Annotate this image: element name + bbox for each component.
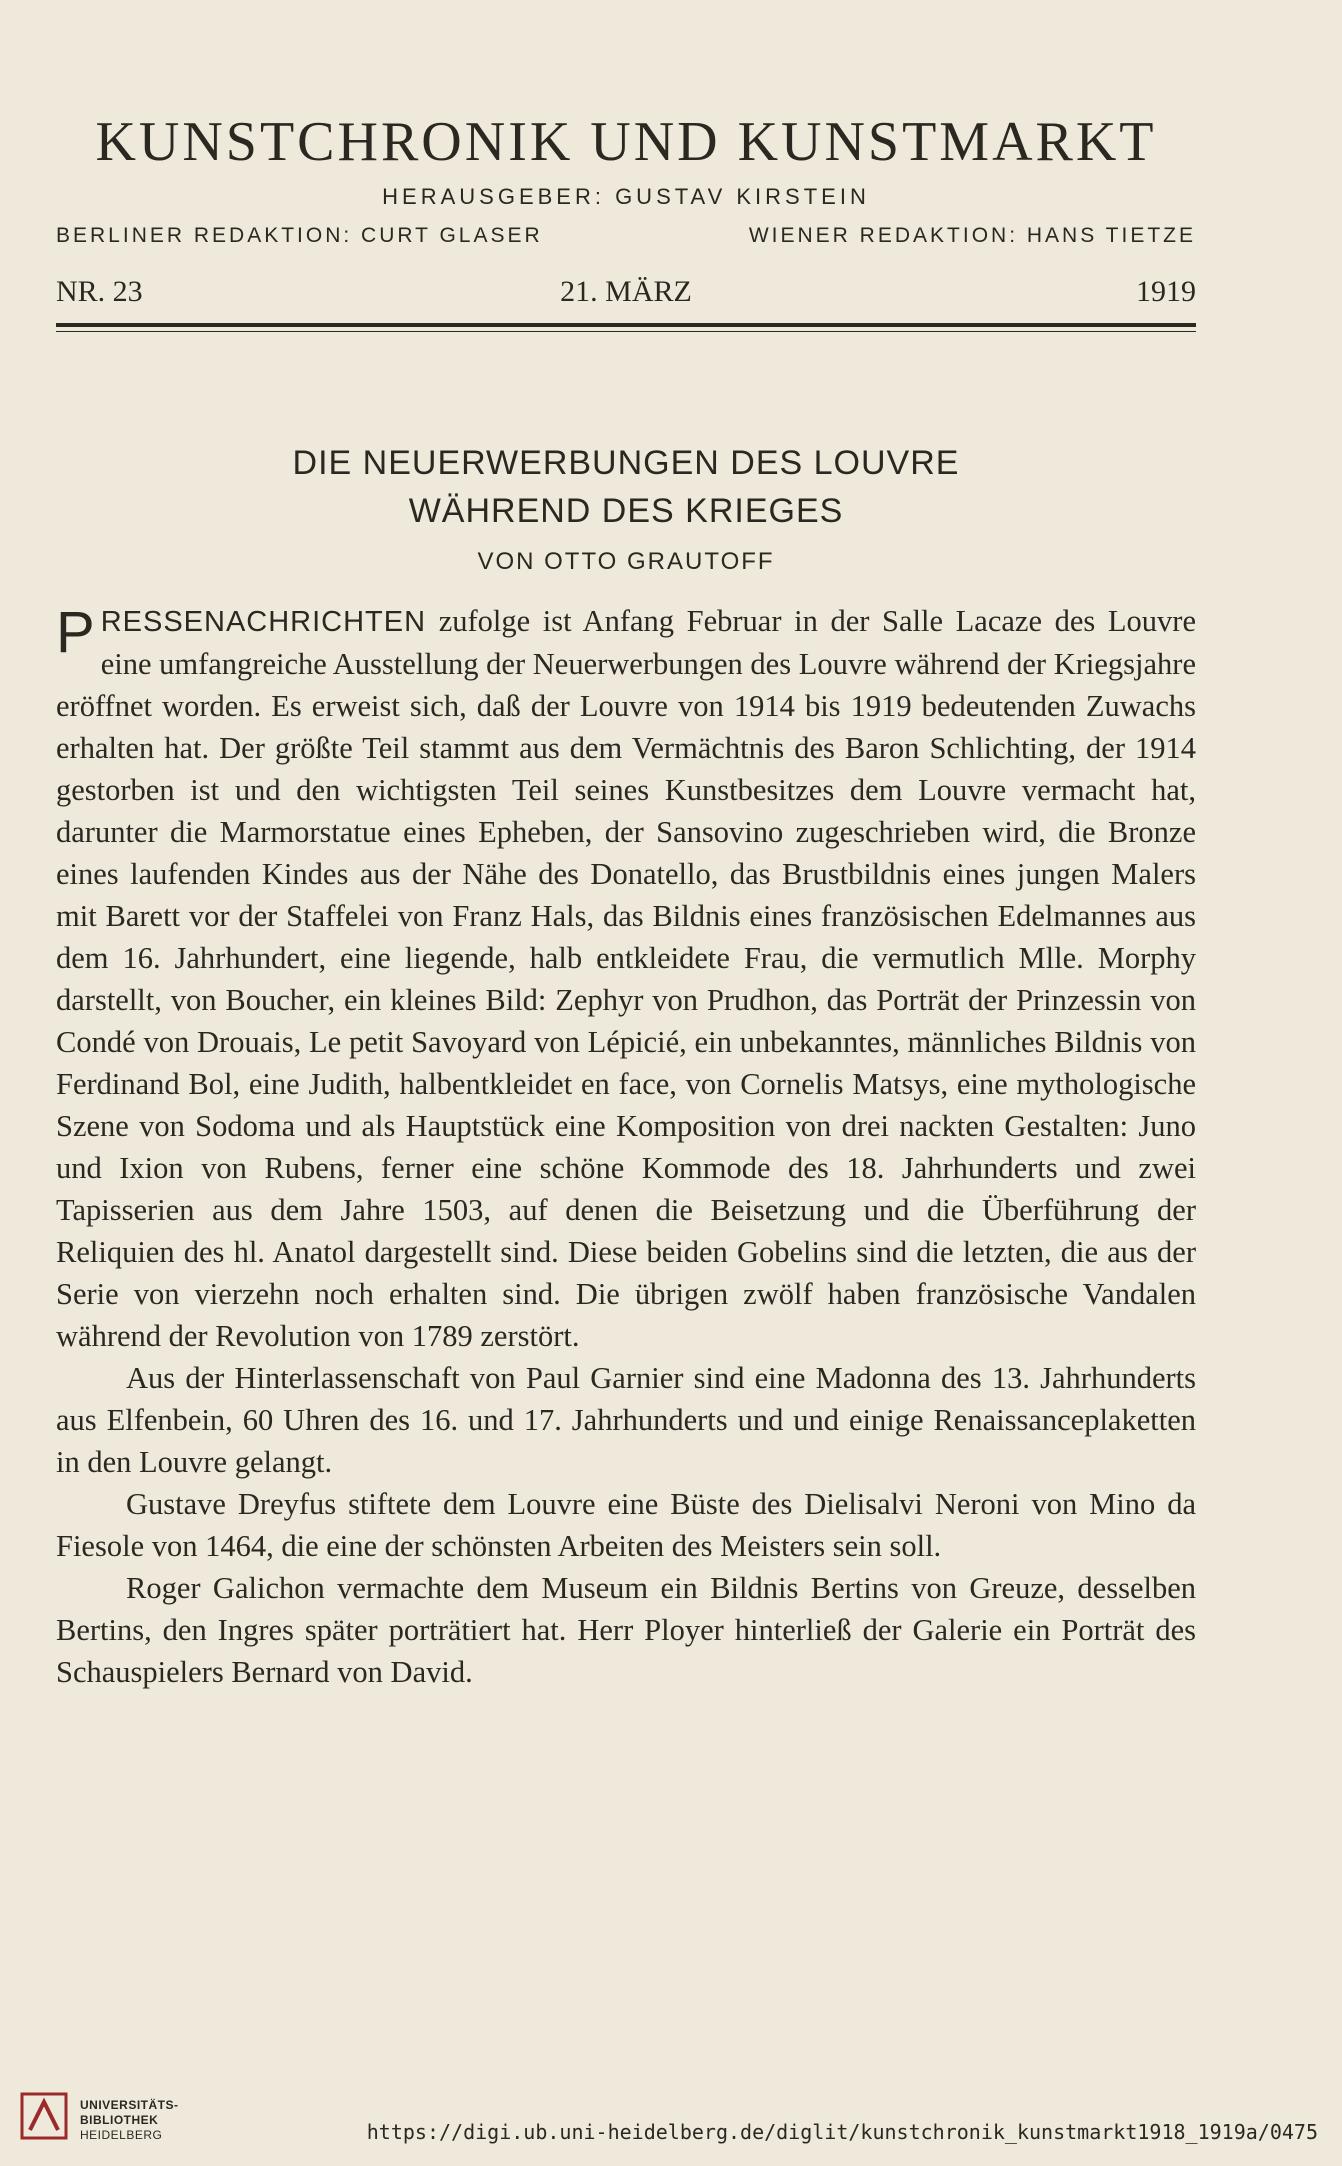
issue-line xyxy=(56,275,1196,315)
article-body xyxy=(56,600,1196,1693)
article-title-line1: DIE NEUERWERBUNGEN DES LOUVRE xyxy=(292,444,960,482)
library-name-line2: BIBLIOTHEK xyxy=(80,2113,159,2127)
paragraph-3: Gustave Dreyfus stiftete dem Louvre eine Büste des Dielisalvi Neroni von Mino da Fiesole von 1464, die eine der schönsten Arbeiten des Meisters sein soll. xyxy=(56,1487,1196,1563)
masthead-rule-thin xyxy=(56,331,1196,332)
issue-date: 21. MÄRZ xyxy=(560,275,692,308)
berlin-redaktion: BERLINER REDAKTION: CURT GLASER xyxy=(56,224,543,247)
library-name-line3: HEIDELBERG xyxy=(80,2128,163,2142)
source-url[interactable]: https://digi.ub.uni-heidelberg.de/diglit/kunstchronik_kunstmarkt1918_1919a/0475 xyxy=(366,2120,1318,2144)
paragraph-1 xyxy=(56,600,1196,1357)
lead-caps: RESSENACHRICHTEN xyxy=(100,606,427,638)
dropcap: P xyxy=(56,600,95,665)
masthead-title: KUNSTCHRONIK UND KUNSTMARKT xyxy=(95,111,1157,173)
article-title-line2: WÄHREND DES KRIEGES xyxy=(408,492,844,530)
wien-redaktion: WIENER REDAKTION: HANS TIETZE xyxy=(748,224,1196,247)
paragraph-1-text: zufolge ist Anfang Februar in der Salle Lacaze des Louvre eine umfangreiche Ausstellung der Neuerwerbungen des Louvre während der Kriegsjahre eröffnet worden. Es erweist sich, daß der Louvre von 1914 bis 1919 bedeutenden Zuwachs erhalten hat. Der größte Teil stammt aus dem Vermächtnis des Baron Schlichting, der 1914 gestorben ist und den wichtigsten Teil seines Kunstbesitzes dem Louvre vermacht hat, darunter die Marmorstatue eines Epheben, der Sansovino zugeschrieben wird, die Bronze eines laufenden Kindes aus der Nähe des Donatello, das Brustbildnis eines jungen Malers mit Barett vor der Staffelei von Franz Hals, das Bildnis eines französischen Edelmannes aus dem 16. Jahrhundert, eine liegende, halb entkleidete Frau, die vermutlich Mlle. Morphy darstellt, von Boucher, ein kleines Bild: Zephyr von Prudhon, das Porträt der Prinzessin von Condé von Drouais, Le petit Savoyard von Lépicié, ein unbekanntes, männliches Bildnis von Ferdinand Bol, eine Judith, halbentkleidet en face, von Cornelis Matsys, eine mythologische Szene von Sodoma und als Hauptstück eine Komposition von drei nackten Gestalten: Juno und Ixion von Rubens, ferner eine schöne Kommode des 18. Jahrhunderts und zwei Tapisserien aus dem Jahre 1503, auf denen die Beisetzung und die Überführung der Reliquien des hl. Anatol dargestellt sind. Diese beiden Gobelins sind die letzten, die aus der Serie von vierzehn noch erhalten sind. Die übrigen zwölf haben französische Vandalen während der Revolution von 1789 zerstört. xyxy=(56,604,1196,1353)
library-name xyxy=(80,2098,179,2143)
library-logo-icon xyxy=(14,2086,74,2146)
paragraph-2: Aus der Hinterlassenschaft von Paul Garnier sind eine Madonna des 13. Jahrhunderts aus Elfenbein, 60 Uhren des 16. und 17. Jahrhunderts und und einige Renaissanceplaketten in den Louvre gelangt. xyxy=(56,1361,1196,1479)
redaktion-line xyxy=(56,224,1196,254)
issue-number: NR. 23 xyxy=(56,275,143,308)
library-name-line1: UNIVERSITÄTS- xyxy=(80,2098,179,2112)
issue-year: 1919 xyxy=(1136,275,1196,308)
article-byline: VON OTTO GRAUTOFF xyxy=(477,548,775,575)
editor-line: HERAUSGEBER: GUSTAV KIRSTEIN xyxy=(382,184,870,209)
masthead-rule-thick xyxy=(56,323,1196,327)
paragraph-4: Roger Galichon vermachte dem Museum ein Bildnis Bertins von Greuze, desselben Bertins, den Ingres später porträtiert hat. Herr Ployer hinterließ der Galerie ein Porträt des Schauspielers Bernard von David. xyxy=(56,1571,1196,1689)
